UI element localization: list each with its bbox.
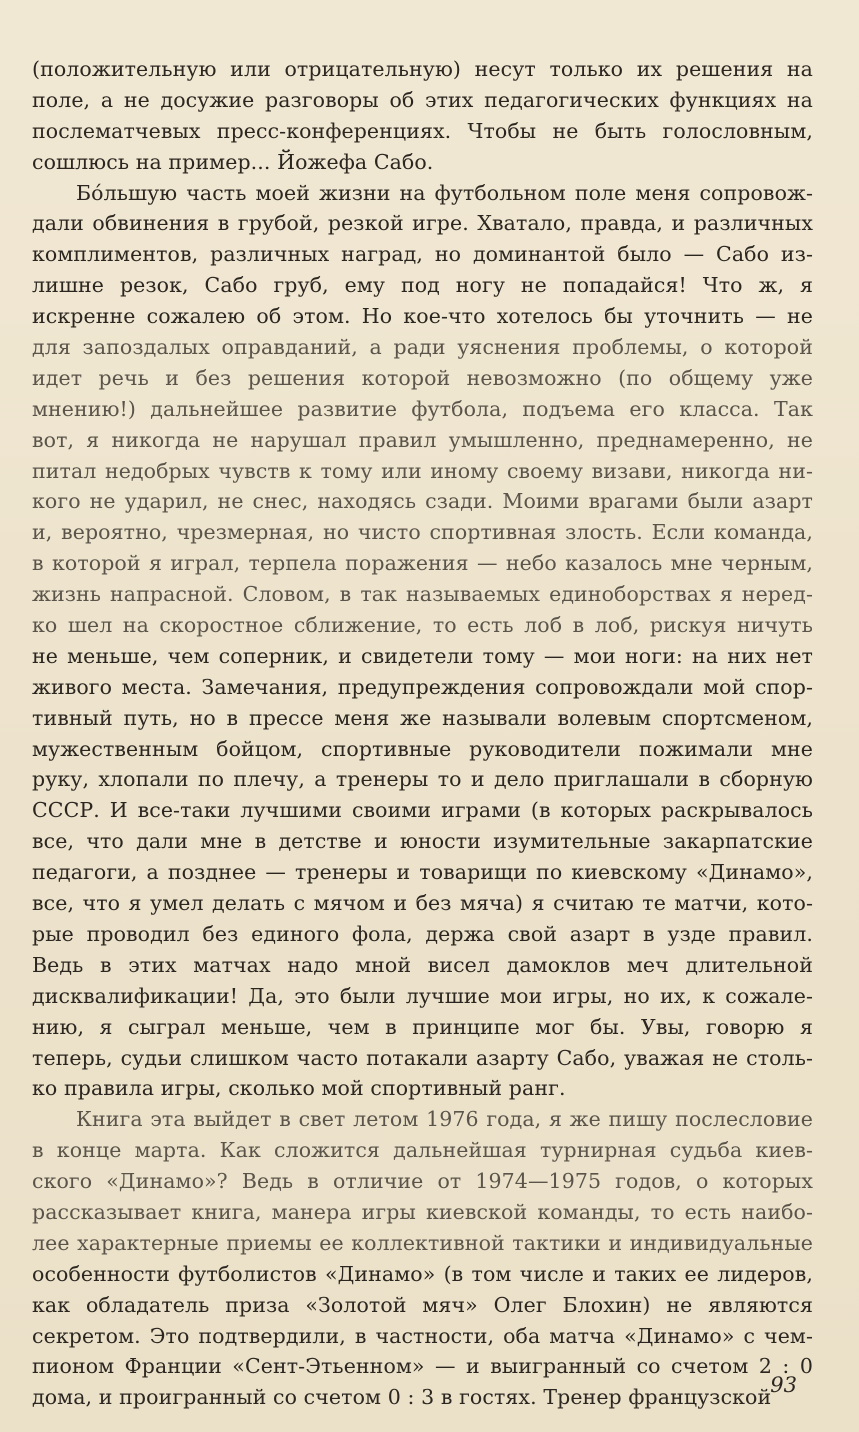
text-line: не меньше, чем соперник, и свидетели тому — мои ноги: на них нет — [32, 643, 813, 668]
text-line: поле, а не досужие разговоры об этих педагогических функциях на — [32, 87, 813, 112]
text-line: дали обвинения в грубой, резкой игре. Хватало, правда, и различных — [32, 211, 813, 236]
text-line: ского «Динамо»? Ведь в отличие от 1974—1975 годов, о которых — [32, 1169, 813, 1194]
text-line: дисквалификации! Да, это были лучшие мои игры, но их, к сожале- — [32, 983, 813, 1008]
body-text — [32, 54, 813, 1413]
text-line: дома, и проигранный со счетом 0 : 3 в гостях. Тренер французской — [32, 1385, 772, 1410]
text-line: комплиментов, различных наград, но доминантой было — Сабо из- — [32, 242, 813, 267]
text-line: ко правила игры, сколько мой спортивный ранг. — [32, 1076, 566, 1101]
text-line: Ведь в этих матчах надо мной висел дамоклов меч длительной — [32, 952, 813, 977]
text-line: как обладатель приза «Золотой мяч» Олег Блохин) не являются — [32, 1292, 813, 1317]
text-line: и, вероятно, чрезмерная, но чисто спортивная злость. Если команда, — [32, 520, 813, 545]
text-line: Книга эта выйдет в свет летом 1976 года, я же пишу послесловие — [76, 1107, 813, 1132]
text-line: секретом. Это подтвердили, в частности, оба матча «Динамо» с чем- — [32, 1323, 813, 1348]
text-line: руку, хлопали по плечу, а тренеры то и дело приглашали в сборную — [32, 767, 813, 792]
text-line: живого места. Замечания, предупреждения сопровождали мой спор- — [32, 674, 813, 699]
text-line: мужественным бойцом, спортивные руководители пожимали мне — [32, 736, 813, 761]
text-line: особенности футболистов «Динамо» (в том числе и таких ее лидеров, — [32, 1261, 813, 1286]
text-line: для запоздалых оправданий, а ради уяснения проблемы, о которой — [32, 335, 813, 360]
text-line: педагоги, а позднее — тренеры и товарищи по киевскому «Динамо», — [32, 860, 813, 885]
text-line: все, что дали мне в детстве и юности изумительные закарпатские — [32, 829, 813, 854]
text-line: все, что я умел делать с мячом и без мяча) я считаю те матчи, кото- — [32, 891, 813, 916]
text-line: рассказывает книга, манера игры киевской команды, то есть наибо- — [32, 1199, 813, 1224]
text-line: в конце марта. Как сложится дальнейшая турнирная судьба киев- — [32, 1138, 813, 1163]
text-line: лее характерные приемы ее коллективной тактики и индивидуальные — [32, 1230, 813, 1255]
text-line: вот, я никогда не нарушал правил умышленно, преднамеренно, не — [32, 427, 813, 452]
text-line: ко шел на скоростное сближение, то есть лоб в лоб, рискуя ничуть — [32, 613, 813, 638]
text-line: послематчевых пресс-конференциях. Чтобы не быть голословным, — [32, 118, 813, 143]
text-line: лишне резок, Сабо груб, ему под ногу не попадайся! Что ж, я — [32, 273, 813, 298]
text-line: теперь, судьи слишком часто потакали азарту Сабо, уважая не столь- — [32, 1045, 813, 1070]
text-line: кого не ударил, не снес, находясь сзади. Моими врагами были азарт — [32, 489, 813, 514]
page-number: 93 — [770, 1373, 797, 1397]
text-line: искренне сожалею об этом. Но кое-что хотелось бы уточнить — не — [32, 304, 813, 329]
text-line: сошлюсь на пример... Йожефа Сабо. — [32, 149, 434, 174]
text-line: нию, я сыграл меньше, чем в принципе мог бы. Увы, говорю я — [32, 1014, 813, 1039]
text-line: СССР. И все-таки лучшими своими играми (в которых раскрывалось — [32, 798, 813, 823]
text-line: Бо́льшую часть моей жизни на футбольном поле меня сопровож- — [76, 180, 813, 205]
text-line: пионом Франции «Сент-Этьенном» — и выигранный со счетом 2 : 0 — [32, 1354, 813, 1379]
text-line: жизнь напрасной. Словом, в так называемых единоборствах я неред- — [32, 582, 813, 607]
text-line: питал недобрых чувств к тому или иному своему визави, никогда ни- — [32, 458, 813, 483]
text-line: идет речь и без решения которой невозможно (по общему уже — [32, 365, 813, 390]
text-line: рые проводил без единого фола, держа свой азарт в узде правил. — [32, 921, 813, 946]
text-line: в которой я играл, терпела поражения — небо казалось мне черным, — [32, 551, 813, 576]
text-line: тивный путь, но в прессе меня же называли волевым спортсменом, — [32, 705, 813, 730]
text-line: (положительную или отрицательную) несут только их решения на — [32, 57, 813, 81]
text-line: мнению!) дальнейшее развитие футбола, подъема его класса. Так — [32, 396, 813, 421]
